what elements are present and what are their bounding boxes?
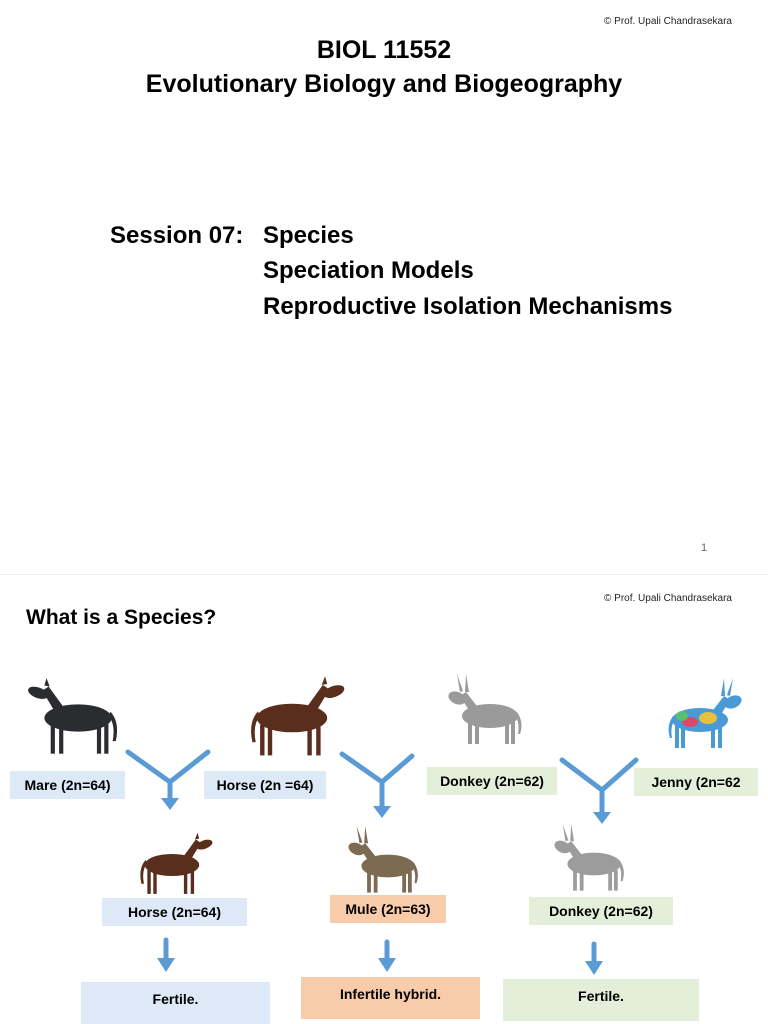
topic-species: Species <box>263 222 354 249</box>
copyright-notice: © Prof. Upali Chandrasekara <box>604 16 732 27</box>
course-title: Evolutionary Biology and Biogeography <box>145 70 623 98</box>
colorful-donkey-icon <box>669 678 744 748</box>
parent-label-mare: Mare (2n=64) <box>10 771 125 799</box>
result-horse-fertile: Fertile. <box>81 982 270 1024</box>
parent-label-jenny: Jenny (2n=62 <box>634 768 758 796</box>
topic-speciation-models: Speciation Models <box>263 257 474 284</box>
merge-arrow-1 <box>128 752 208 800</box>
page-number: 1 <box>701 542 708 554</box>
grey-donkey-icon <box>446 674 521 744</box>
brown-horse-icon <box>251 676 346 755</box>
offspring-label-donkey: Donkey (2n=62) <box>529 897 673 925</box>
merge-arrow-2 <box>342 754 412 808</box>
copyright-notice-2: © Prof. Upali Chandrasekara <box>604 593 732 604</box>
merge-arrow-3 <box>562 760 636 814</box>
course-code: BIOL 11552 <box>316 36 452 64</box>
mule-icon <box>346 826 417 893</box>
parent-label-horse: Horse (2n =64) <box>204 771 326 799</box>
result-donkey-fertile: Fertile. <box>503 979 699 1021</box>
parent-label-donkey: Donkey (2n=62) <box>427 767 557 795</box>
black-horse-icon <box>26 678 117 754</box>
topic-reproductive-isolation: Reproductive Isolation Mechanisms <box>263 293 673 320</box>
result-mule-infertile: Infertile hybrid. <box>301 977 480 1019</box>
offspring-horse-icon <box>140 833 213 894</box>
offspring-label-horse: Horse (2n=64) <box>102 898 247 926</box>
offspring-donkey-icon <box>552 824 623 891</box>
offspring-label-mule: Mule (2n=63) <box>330 895 446 923</box>
session-label: Session 07: <box>110 222 244 249</box>
slide-heading: What is a Species? <box>26 606 217 629</box>
